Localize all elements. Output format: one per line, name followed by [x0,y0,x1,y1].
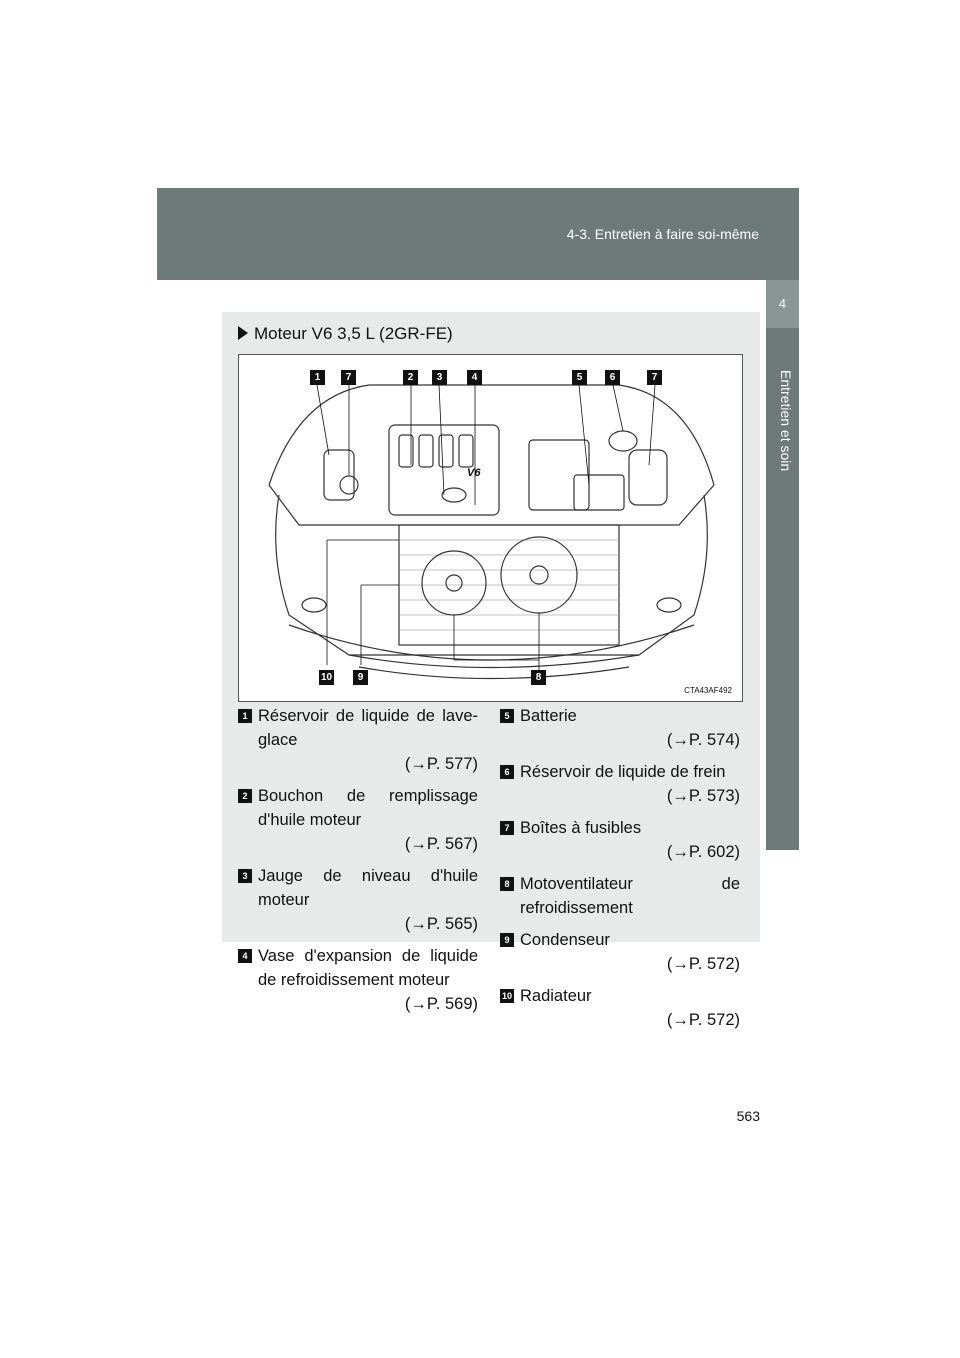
legend-number-badge: 2 [238,789,252,803]
legend-item [500,984,740,1032]
section-heading [238,324,453,344]
callout-6: 6 [605,370,620,385]
legend-page-ref: (→P. 572) [666,955,740,973]
callout-3: 3 [432,370,447,385]
legend-text: Boîtes à fusibles [520,819,642,837]
legend-item [500,816,740,864]
callout-2: 2 [403,370,418,385]
legend-text: Radiateur [520,987,592,1005]
legend-item [500,872,740,920]
legend-item [238,784,478,856]
legend-number-badge: 4 [238,949,252,963]
bullet-triangle-icon [238,326,248,340]
engine-compartment-figure [238,354,743,702]
legend-item [500,704,740,752]
legend-number-badge: 10 [501,991,512,1001]
legend-text: Vase d'expansion de liquide de refroidissement moteur [258,947,478,989]
header-bar [157,188,799,280]
legend-page-ref: (→P. 577) [404,755,478,773]
legend-text: Réservoir de liquide de frein [520,763,726,781]
callout-7-left: 7 [341,370,356,385]
callout-4: 4 [467,370,482,385]
legend-text: Bouchon de remplissage d'huile moteur [258,787,478,829]
legend-page-ref: (→P. 574) [666,731,740,749]
callout-5: 5 [572,370,587,385]
legend-right-column [500,704,740,1040]
callout-10: 10 [320,672,333,683]
callout-1: 1 [310,370,325,385]
legend-number-badge: 7 [500,821,514,835]
legend-number-badge: 1 [238,709,252,723]
legend-number-badge: 3 [238,869,252,883]
engine-illustration [239,355,742,701]
legend-item [238,864,478,936]
legend-item [500,760,740,808]
legend-text: Motoventilateur de refroidissement [520,875,740,917]
legend-text: Condenseur [520,931,610,949]
legend-number-badge: 9 [500,933,514,947]
legend-number-badge: 5 [500,709,514,723]
legend-page-ref: (→P. 572) [666,1011,740,1029]
section-heading-text: Moteur V6 3,5 L (2GR-FE) [254,324,453,343]
legend-item [238,704,478,776]
legend-page-ref: (→P. 573) [666,787,740,805]
chapter-label: Entretien et soin [778,370,794,472]
legend-page-ref: (→P. 565) [404,915,478,933]
legend-page-ref: (→P. 602) [666,843,740,861]
engine-v6-badge: V6 [467,467,481,479]
legend-number-badge: 6 [500,765,514,779]
chapter-number: 4 [766,280,799,328]
legend-text: Réservoir de liquide de lave-glace [258,707,478,749]
chapter-side-tab [766,280,799,850]
legend-item [500,928,740,976]
figure-code: CTA43AF492 [684,686,732,695]
legend-left-column [238,704,478,1024]
legend-number-badge: 8 [500,877,514,891]
callout-8: 8 [531,670,546,685]
callout-9: 9 [353,670,368,685]
legend-page-ref: (→P. 569) [404,995,478,1013]
callout-7-right: 7 [647,370,662,385]
legend-text: Jauge de niveau d'huile moteur [258,867,478,909]
legend-page-ref: (→P. 567) [404,835,478,853]
legend-item [238,944,478,1016]
content-panel [222,312,760,1029]
page-number: 563 [736,1108,760,1124]
section-breadcrumb: 4-3. Entretien à faire soi-même [566,226,759,242]
legend-text: Batterie [520,707,577,725]
